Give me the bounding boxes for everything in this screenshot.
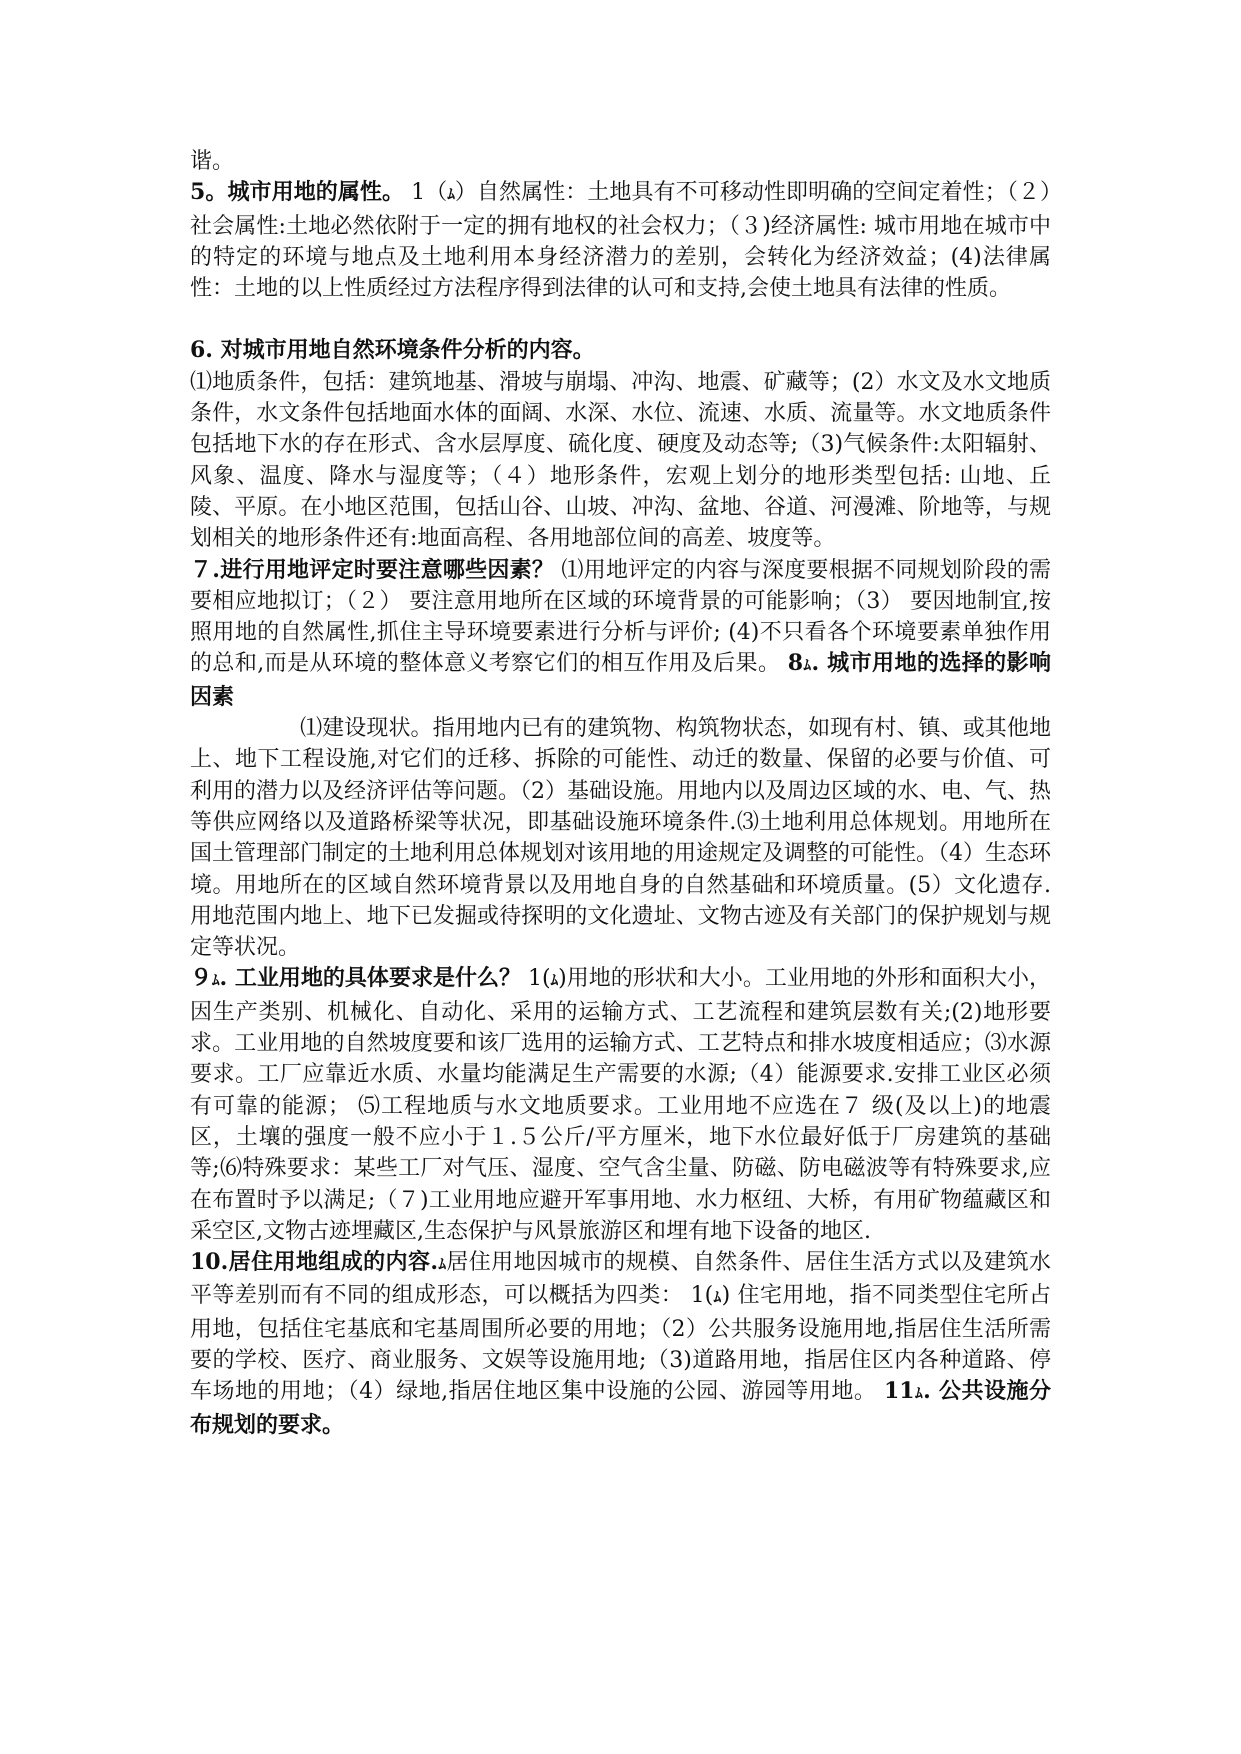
ocr-glyph-mark: ﾑ	[914, 1384, 924, 1403]
section-9-list-start: 1(	[521, 966, 551, 992]
section-8-site-selection-factors	[190, 713, 1051, 963]
section-9-heading: . 工业用地的具体要求是什么？	[219, 965, 522, 992]
section-6-heading: 6. 对城市用地自然环境条件分析的内容。	[190, 337, 595, 364]
section-11-heading: . 公共设施分布规划的要求。	[190, 1378, 1051, 1438]
section-5-list-start: 1（	[404, 180, 448, 206]
continuation-text: 谐。	[190, 149, 235, 174]
section-5-urban-land-attributes	[190, 177, 1051, 304]
section-6-heading-line	[190, 335, 1051, 366]
ocr-glyph-mark: ﾑ	[447, 185, 455, 204]
ocr-glyph-mark: ﾑ	[550, 971, 559, 990]
section-7-heading: ７.进行用地评定时要注意哪些因素？	[190, 556, 555, 583]
ocr-glyph-mark: ﾑ	[713, 1288, 722, 1307]
section-7-body: ⑴用地评定的内容与深度要根据不同规划阶段的需要相应地拟订；（２） 要注意用地所在区域的环境背景的可能影响；（3） 要因地制宜,按照用地的自然属性,抓住主导环境要素进行分析与评价; (4)不只看各个环境要素单独作用的总和,而是从环境的整体意义考察它们的相互作用及后果。	[190, 557, 1051, 677]
section-9-body: )用地的形状和大小。工业用地的外形和面积大小，因生产类别、机械化、自动化、采用的运输方式、工艺流程和建筑层数有关;(2)地形要求。工业用地的自然坡度要和该厂选用的运输方式、工艺特点和排水坡度相适应；⑶水源要求。工厂应靠近水质、水量均能满足生产需要的水源;（4）能源要求.安排工业区必须有可靠的能源； ⑸工程地质与水文地质要求。工业用地不应选在７ 级(及以上)的地震区，土壤的强度一般不应小于１.５公斤/平方厘米，地下水位最好低于厂房建筑的基础等;⑹特殊要求：某些工厂对气压、湿度、空气含尘量、防磁、防电磁波等有特殊要求,应在布置时予以满足;（７)工业用地应避开军事用地、水力枢纽、大桥，有用矿物蕴藏区和采空区,文物古迹埋藏区,生态保护与风景旅游区和埋有地下设备的地区.	[190, 966, 1051, 1244]
ocr-glyph-mark: ﾑ	[803, 656, 812, 675]
section-6-natural-conditions	[190, 367, 1051, 555]
section-5-body: ）自然属性：土地具有不可移动性即明确的空间定着性；（２）社会属性:土地必然依附于一定的拥有地权的社会权力；（３)经济属性: 城市用地在城市中的特定的环境与地点及土地利用本身经济潜力的差别，会转化为经济效益；(4)法律属性：土地的以上性质经过方法程序得到法律的认可和支持,会使土地具有法律的性质。	[190, 180, 1051, 302]
section-10-intro: 居住用地因城市的规模、自然条件、居住生活方式以及建筑水平等差别而有不同的组成形态，可以概括为四类： 1(	[190, 1250, 1051, 1309]
section-10-heading: 10.居住用地组成的内容.	[190, 1249, 439, 1276]
section-9-industrial-land	[190, 963, 1051, 1247]
section-10-residential-land	[190, 1247, 1051, 1441]
section-10-body: ) 住宅用地，指不同类型住宅所占用地，包括住宅基底和宅基周围所必要的用地；（2）公共服务设施用地,指居住生活所需要的学校、医疗、商业服务、文娱等设施用地;（3)道路用地，指居住区内各种道路、停车场地的用地；（4）绿地,指居住地区集中设施的公园、游园等用地。	[190, 1283, 1052, 1405]
section-7-land-evaluation	[190, 555, 1051, 713]
section-8-heading: . 城市用地的选择的影响因素	[190, 650, 1051, 710]
section-8-heading-number: 8	[787, 650, 804, 677]
section-6-body: ⑴地质条件，包括：建筑地基、滑坡与崩塌、冲沟、地震、矿藏等；(2）水文及水文地质条件，水文条件包括地面水体的面阔、水深、水位、流速、水质、流量等。水文地质条件包括地下水的存在形式、含水层厚度、硫化度、硬度及动态等;（3)气候条件:太阳辐射、风象、温度、降水与湿度等；（４）地形条件，宏观上划分的地形类型包括: 山地、丘陵、平原。在小地区范围，包括山谷、山坡、冲沟、盆地、谷道、河漫滩、阶地等，与规划相关的地形条件还有:地面高程、各用地部位间的高差、坡度等。	[190, 369, 1051, 552]
section-5-heading: 5。城市用地的属性。	[190, 179, 405, 206]
section-8-body: ⑴建设现状。指用地内已有的建筑物、构筑物状态，如现有村、镇、或其他地上、地下工程设施,对它们的迁移、拆除的可能性、动迁的数量、保留的必要与价值、可利用的潜力以及经济评估等问题。（2）基础设施。用地内以及周边区域的水、电、气、热等供应网络以及道路桥梁等状况，即基础设施环境条件.⑶土地利用总体规划。用地所在国土管理部门制定的土地利用总体规划对该用地的用途规定及调整的可能性。（4）生态环境。用地所在的区域自然环境背景以及用地自身的自然基础和环境质量。(5）文化遗存.用地范围内地上、地下已发掘或待探明的文化遗址、文物古迹及有关部门的保护规划与规定等状况。	[190, 716, 1052, 961]
ocr-glyph-mark: ﾑ	[438, 1255, 447, 1274]
section-11-heading-number: 11	[883, 1378, 915, 1405]
ocr-glyph-mark: ﾑ	[212, 971, 220, 990]
section-9-heading-number: ９	[190, 965, 213, 992]
paragraph-continuation	[190, 146, 1051, 177]
paragraph-gap	[190, 304, 1051, 335]
